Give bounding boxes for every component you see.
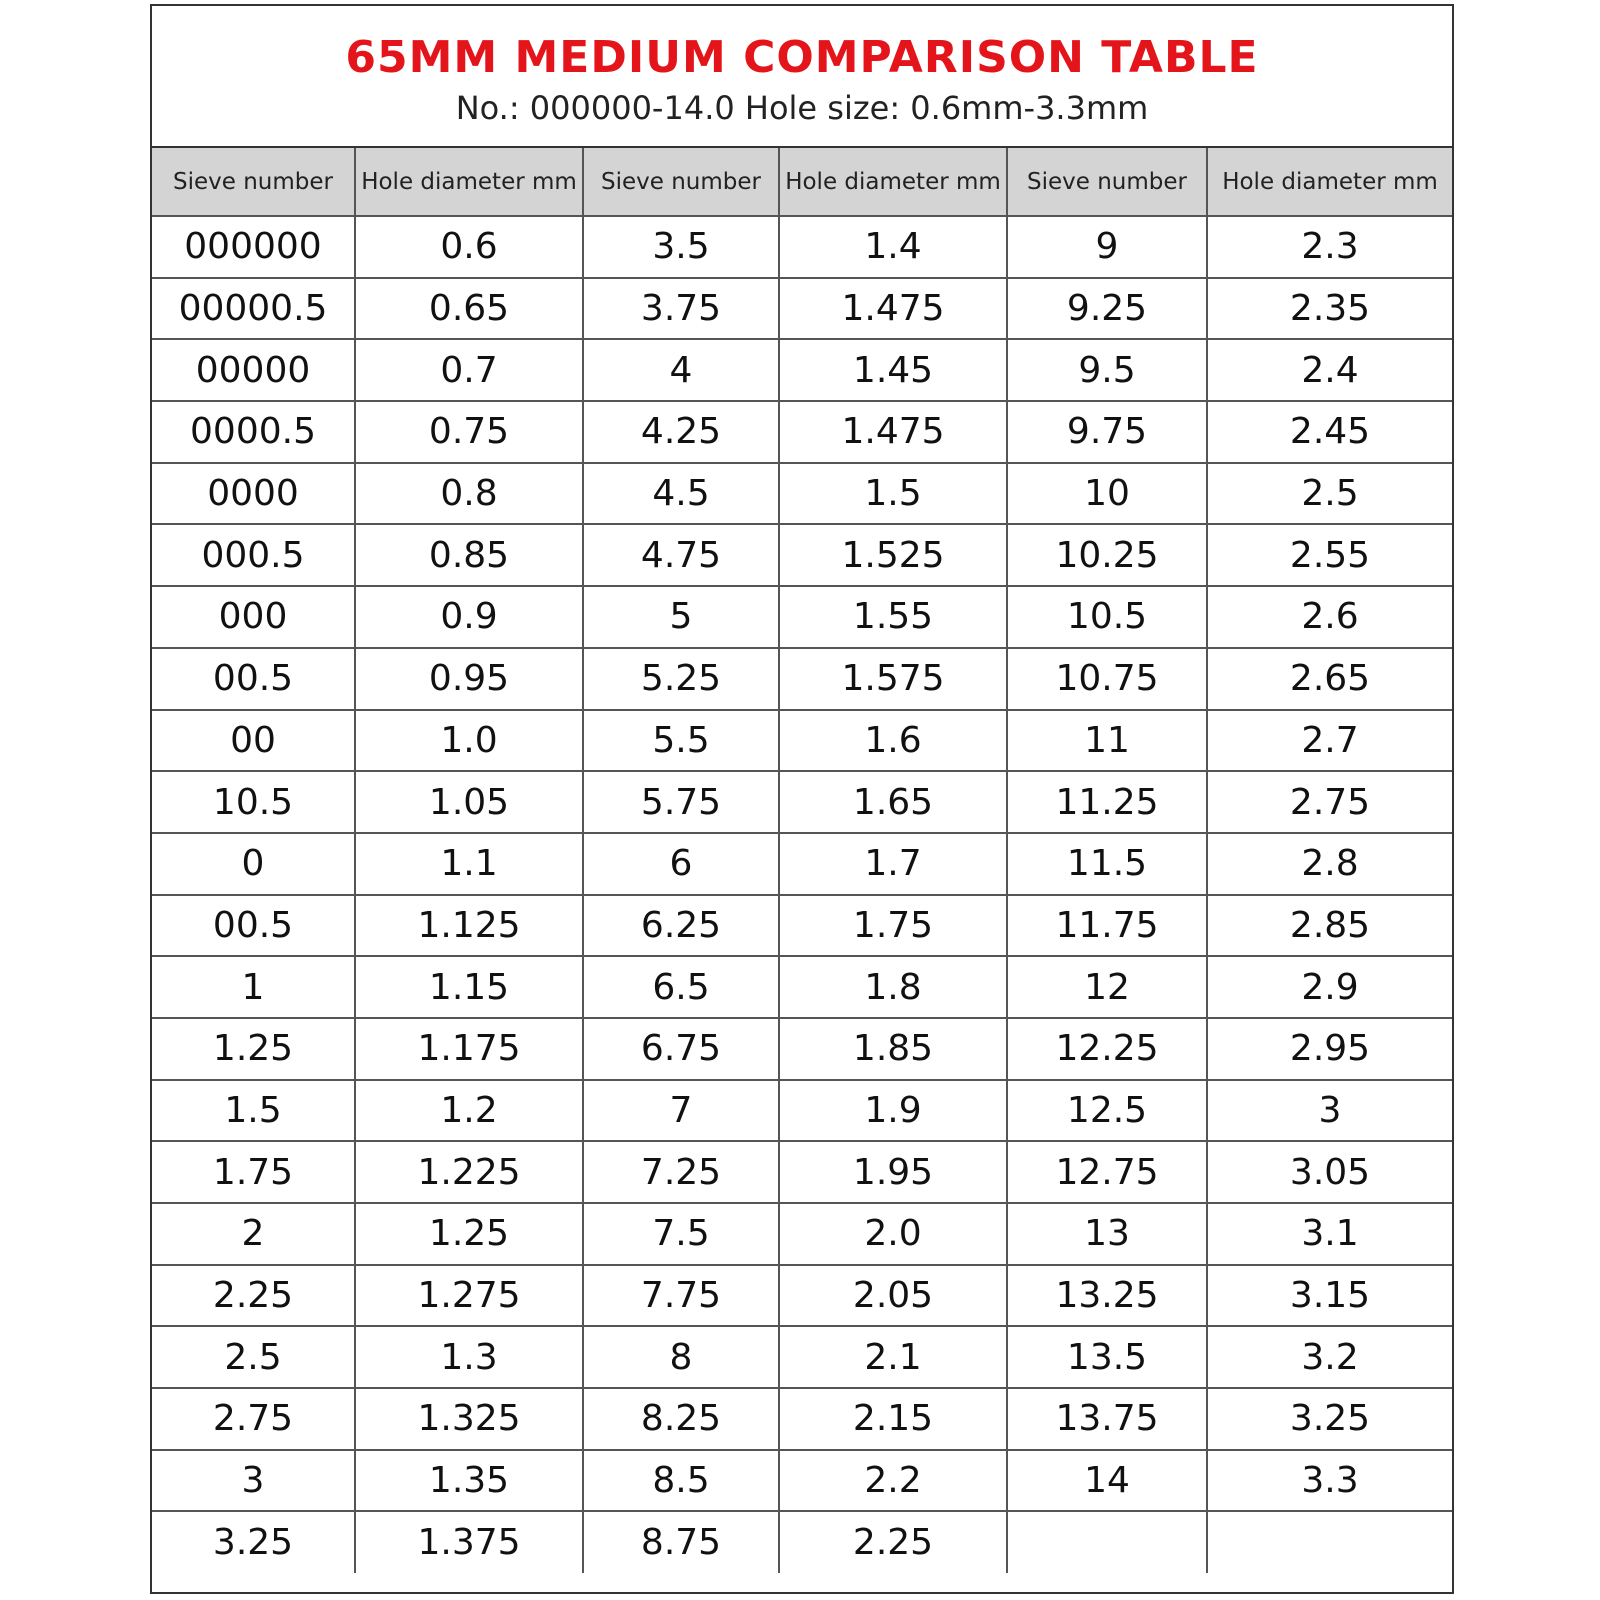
table-cell-hole-diameter: 2.55 xyxy=(1207,524,1452,586)
table-cell-hole-diameter: 1.15 xyxy=(355,956,583,1018)
table-cell-sieve-number: 11.5 xyxy=(1007,833,1207,895)
table-cell-sieve-number: 10.75 xyxy=(1007,648,1207,710)
table-cell-hole-diameter: 2.6 xyxy=(1207,586,1452,648)
table-cell-sieve-number: 000.5 xyxy=(152,524,355,586)
table-cell-hole-diameter: 1.05 xyxy=(355,771,583,833)
table-cell-hole-diameter: 1.8 xyxy=(779,956,1007,1018)
table-cell-sieve-number: 6 xyxy=(583,833,779,895)
table-cell-hole-diameter: 1.4 xyxy=(779,216,1007,278)
table-cell-sieve-number: 13.25 xyxy=(1007,1265,1207,1327)
table-cell-hole-diameter: 0.7 xyxy=(355,339,583,401)
table-cell-sieve-number: 00000.5 xyxy=(152,278,355,340)
table-cell-hole-diameter: 2.2 xyxy=(779,1450,1007,1512)
table-cell-sieve-number: 00000 xyxy=(152,339,355,401)
table-row xyxy=(152,401,1452,463)
table-row xyxy=(152,216,1452,278)
table-cell-sieve-number: 14 xyxy=(1007,1450,1207,1512)
table-row xyxy=(152,895,1452,957)
table-row xyxy=(152,1080,1452,1142)
table-cell-hole-diameter: 0.9 xyxy=(355,586,583,648)
table-cell-sieve-number: 11 xyxy=(1007,710,1207,772)
table-cell-hole-diameter: 1.5 xyxy=(779,463,1007,525)
table-cell-sieve-number: 2.75 xyxy=(152,1388,355,1450)
table-cell-hole-diameter: 1.525 xyxy=(779,524,1007,586)
title-block xyxy=(152,6,1452,148)
table-cell-hole-diameter: 1.7 xyxy=(779,833,1007,895)
header-hole-diameter-3: Hole diameter mm xyxy=(1207,148,1452,216)
table-cell-sieve-number: 1 xyxy=(152,956,355,1018)
table-cell-sieve-number: 13 xyxy=(1007,1203,1207,1265)
comparison-sheet xyxy=(150,4,1454,1594)
table-cell-sieve-number: 9 xyxy=(1007,216,1207,278)
table-cell-sieve-number: 5.5 xyxy=(583,710,779,772)
table-row xyxy=(152,1203,1452,1265)
table-cell-sieve-number: 11.25 xyxy=(1007,771,1207,833)
table-cell-hole-diameter: 2.0 xyxy=(779,1203,1007,1265)
table-row xyxy=(152,1388,1452,1450)
table-cell-hole-diameter: 0.85 xyxy=(355,524,583,586)
table-cell-sieve-number: 8.5 xyxy=(583,1450,779,1512)
table-cell-hole-diameter: 1.65 xyxy=(779,771,1007,833)
table-cell-sieve-number: 3.75 xyxy=(583,278,779,340)
table-cell-sieve-number: 7.25 xyxy=(583,1141,779,1203)
table-row xyxy=(152,956,1452,1018)
table-cell-sieve-number: 2.25 xyxy=(152,1265,355,1327)
table-body xyxy=(152,216,1452,1573)
table-cell-sieve-number: 4.75 xyxy=(583,524,779,586)
table-cell-hole-diameter: 2.35 xyxy=(1207,278,1452,340)
table-row xyxy=(152,771,1452,833)
table-cell-hole-diameter: 1.0 xyxy=(355,710,583,772)
table-cell-hole-diameter: 0.95 xyxy=(355,648,583,710)
table-cell-sieve-number: 11.75 xyxy=(1007,895,1207,957)
table-cell-hole-diameter: 2.3 xyxy=(1207,216,1452,278)
table-cell-sieve-number: 6.25 xyxy=(583,895,779,957)
table-cell-sieve-number: 13.75 xyxy=(1007,1388,1207,1450)
table-cell-hole-diameter: 1.475 xyxy=(779,278,1007,340)
table-cell-hole-diameter: 0.65 xyxy=(355,278,583,340)
table-cell-hole-diameter xyxy=(1207,1511,1452,1573)
table-cell-hole-diameter: 2.5 xyxy=(1207,463,1452,525)
table-cell-sieve-number: 000 xyxy=(152,586,355,648)
table-cell-sieve-number: 6.5 xyxy=(583,956,779,1018)
table-cell-hole-diameter: 0.8 xyxy=(355,463,583,525)
table-cell-hole-diameter: 2.7 xyxy=(1207,710,1452,772)
table-cell-sieve-number: 8 xyxy=(583,1326,779,1388)
table-cell-sieve-number: 9.5 xyxy=(1007,339,1207,401)
table-cell-hole-diameter: 2.05 xyxy=(779,1265,1007,1327)
table-cell-hole-diameter: 3.15 xyxy=(1207,1265,1452,1327)
table-cell-sieve-number: 4.5 xyxy=(583,463,779,525)
table-cell-hole-diameter: 1.475 xyxy=(779,401,1007,463)
table-row xyxy=(152,1450,1452,1512)
table-row xyxy=(152,1265,1452,1327)
table-cell-hole-diameter: 2.8 xyxy=(1207,833,1452,895)
table-cell-sieve-number: 3.5 xyxy=(583,216,779,278)
table-cell-sieve-number: 3.25 xyxy=(152,1511,355,1573)
sieve-comparison-table xyxy=(152,148,1452,1573)
header-sieve-number-2: Sieve number xyxy=(583,148,779,216)
page-subtitle: No.: 000000-14.0 Hole size: 0.6mm-3.3mm xyxy=(455,89,1149,127)
table-cell-sieve-number: 8.75 xyxy=(583,1511,779,1573)
table-row xyxy=(152,833,1452,895)
table-cell-hole-diameter: 2.15 xyxy=(779,1388,1007,1450)
table-row xyxy=(152,463,1452,525)
table-cell-hole-diameter: 1.6 xyxy=(779,710,1007,772)
table-cell-sieve-number: 0000.5 xyxy=(152,401,355,463)
table-cell-sieve-number: 12.25 xyxy=(1007,1018,1207,1080)
table-cell-sieve-number: 6.75 xyxy=(583,1018,779,1080)
header-hole-diameter-2: Hole diameter mm xyxy=(779,148,1007,216)
table-row xyxy=(152,1018,1452,1080)
table-cell-sieve-number: 10 xyxy=(1007,463,1207,525)
table-cell-hole-diameter: 3.1 xyxy=(1207,1203,1452,1265)
table-cell-sieve-number: 000000 xyxy=(152,216,355,278)
table-cell-hole-diameter: 1.575 xyxy=(779,648,1007,710)
table-cell-hole-diameter: 0.6 xyxy=(355,216,583,278)
table-cell-sieve-number: 10.5 xyxy=(1007,586,1207,648)
table-cell-sieve-number: 8.25 xyxy=(583,1388,779,1450)
table-cell-hole-diameter: 2.25 xyxy=(779,1511,1007,1573)
table-cell-hole-diameter: 1.55 xyxy=(779,586,1007,648)
table-cell-hole-diameter: 1.325 xyxy=(355,1388,583,1450)
table-cell-sieve-number: 7.5 xyxy=(583,1203,779,1265)
table-cell-hole-diameter: 2.65 xyxy=(1207,648,1452,710)
table-cell-sieve-number: 2.5 xyxy=(152,1326,355,1388)
table-cell-sieve-number: 4.25 xyxy=(583,401,779,463)
table-cell-hole-diameter: 3.25 xyxy=(1207,1388,1452,1450)
table-cell-sieve-number: 5 xyxy=(583,586,779,648)
table-cell-sieve-number: 0 xyxy=(152,833,355,895)
table-row xyxy=(152,1141,1452,1203)
table-cell-sieve-number: 5.25 xyxy=(583,648,779,710)
table-cell-hole-diameter: 1.125 xyxy=(355,895,583,957)
table-row xyxy=(152,586,1452,648)
table-row xyxy=(152,339,1452,401)
table-cell-sieve-number: 12 xyxy=(1007,956,1207,1018)
table-cell-sieve-number: 13.5 xyxy=(1007,1326,1207,1388)
table-cell-hole-diameter: 3.2 xyxy=(1207,1326,1452,1388)
table-cell-hole-diameter: 1.85 xyxy=(779,1018,1007,1080)
table-cell-hole-diameter: 1.275 xyxy=(355,1265,583,1327)
table-cell-hole-diameter: 1.45 xyxy=(779,339,1007,401)
table-cell-sieve-number: 00.5 xyxy=(152,895,355,957)
page-title: 65MM MEDIUM COMPARISON TABLE xyxy=(345,32,1259,83)
table-row xyxy=(152,278,1452,340)
table-cell-hole-diameter: 1.95 xyxy=(779,1141,1007,1203)
table-cell-sieve-number: 4 xyxy=(583,339,779,401)
table-cell-sieve-number: 5.75 xyxy=(583,771,779,833)
table-row xyxy=(152,1511,1452,1573)
table-cell-sieve-number: 12.5 xyxy=(1007,1080,1207,1142)
table-cell-sieve-number: 7 xyxy=(583,1080,779,1142)
table-cell-sieve-number: 9.75 xyxy=(1007,401,1207,463)
table-cell-sieve-number xyxy=(1007,1511,1207,1573)
table-cell-sieve-number: 1.25 xyxy=(152,1018,355,1080)
table-cell-sieve-number: 10.5 xyxy=(152,771,355,833)
table-cell-hole-diameter: 3 xyxy=(1207,1080,1452,1142)
table-cell-hole-diameter: 1.35 xyxy=(355,1450,583,1512)
table-cell-sieve-number: 00 xyxy=(152,710,355,772)
table-cell-hole-diameter: 2.95 xyxy=(1207,1018,1452,1080)
table-cell-sieve-number: 1.75 xyxy=(152,1141,355,1203)
table-row xyxy=(152,648,1452,710)
table-cell-hole-diameter: 1.175 xyxy=(355,1018,583,1080)
table-row xyxy=(152,1326,1452,1388)
table-cell-sieve-number: 0000 xyxy=(152,463,355,525)
table-cell-hole-diameter: 1.25 xyxy=(355,1203,583,1265)
table-cell-hole-diameter: 2.9 xyxy=(1207,956,1452,1018)
table-cell-hole-diameter: 3.3 xyxy=(1207,1450,1452,1512)
table-cell-hole-diameter: 1.9 xyxy=(779,1080,1007,1142)
table-cell-sieve-number: 1.5 xyxy=(152,1080,355,1142)
table-cell-sieve-number: 00.5 xyxy=(152,648,355,710)
table-cell-sieve-number: 3 xyxy=(152,1450,355,1512)
table-cell-hole-diameter: 0.75 xyxy=(355,401,583,463)
header-sieve-number-3: Sieve number xyxy=(1007,148,1207,216)
table-cell-sieve-number: 7.75 xyxy=(583,1265,779,1327)
table-cell-hole-diameter: 1.75 xyxy=(779,895,1007,957)
table-cell-sieve-number: 9.25 xyxy=(1007,278,1207,340)
table-cell-hole-diameter: 2.75 xyxy=(1207,771,1452,833)
table-cell-hole-diameter: 2.1 xyxy=(779,1326,1007,1388)
table-cell-sieve-number: 10.25 xyxy=(1007,524,1207,586)
header-hole-diameter-1: Hole diameter mm xyxy=(355,148,583,216)
table-row xyxy=(152,710,1452,772)
table-cell-hole-diameter: 1.1 xyxy=(355,833,583,895)
table-cell-hole-diameter: 1.3 xyxy=(355,1326,583,1388)
table-row xyxy=(152,524,1452,586)
table-cell-hole-diameter: 2.4 xyxy=(1207,339,1452,401)
header-row xyxy=(152,148,1452,216)
table-cell-hole-diameter: 2.85 xyxy=(1207,895,1452,957)
table-cell-hole-diameter: 1.375 xyxy=(355,1511,583,1573)
table-cell-hole-diameter: 3.05 xyxy=(1207,1141,1452,1203)
table-cell-hole-diameter: 2.45 xyxy=(1207,401,1452,463)
header-sieve-number-1: Sieve number xyxy=(152,148,355,216)
table-cell-hole-diameter: 1.2 xyxy=(355,1080,583,1142)
table-cell-sieve-number: 12.75 xyxy=(1007,1141,1207,1203)
table-cell-hole-diameter: 1.225 xyxy=(355,1141,583,1203)
table-cell-sieve-number: 2 xyxy=(152,1203,355,1265)
